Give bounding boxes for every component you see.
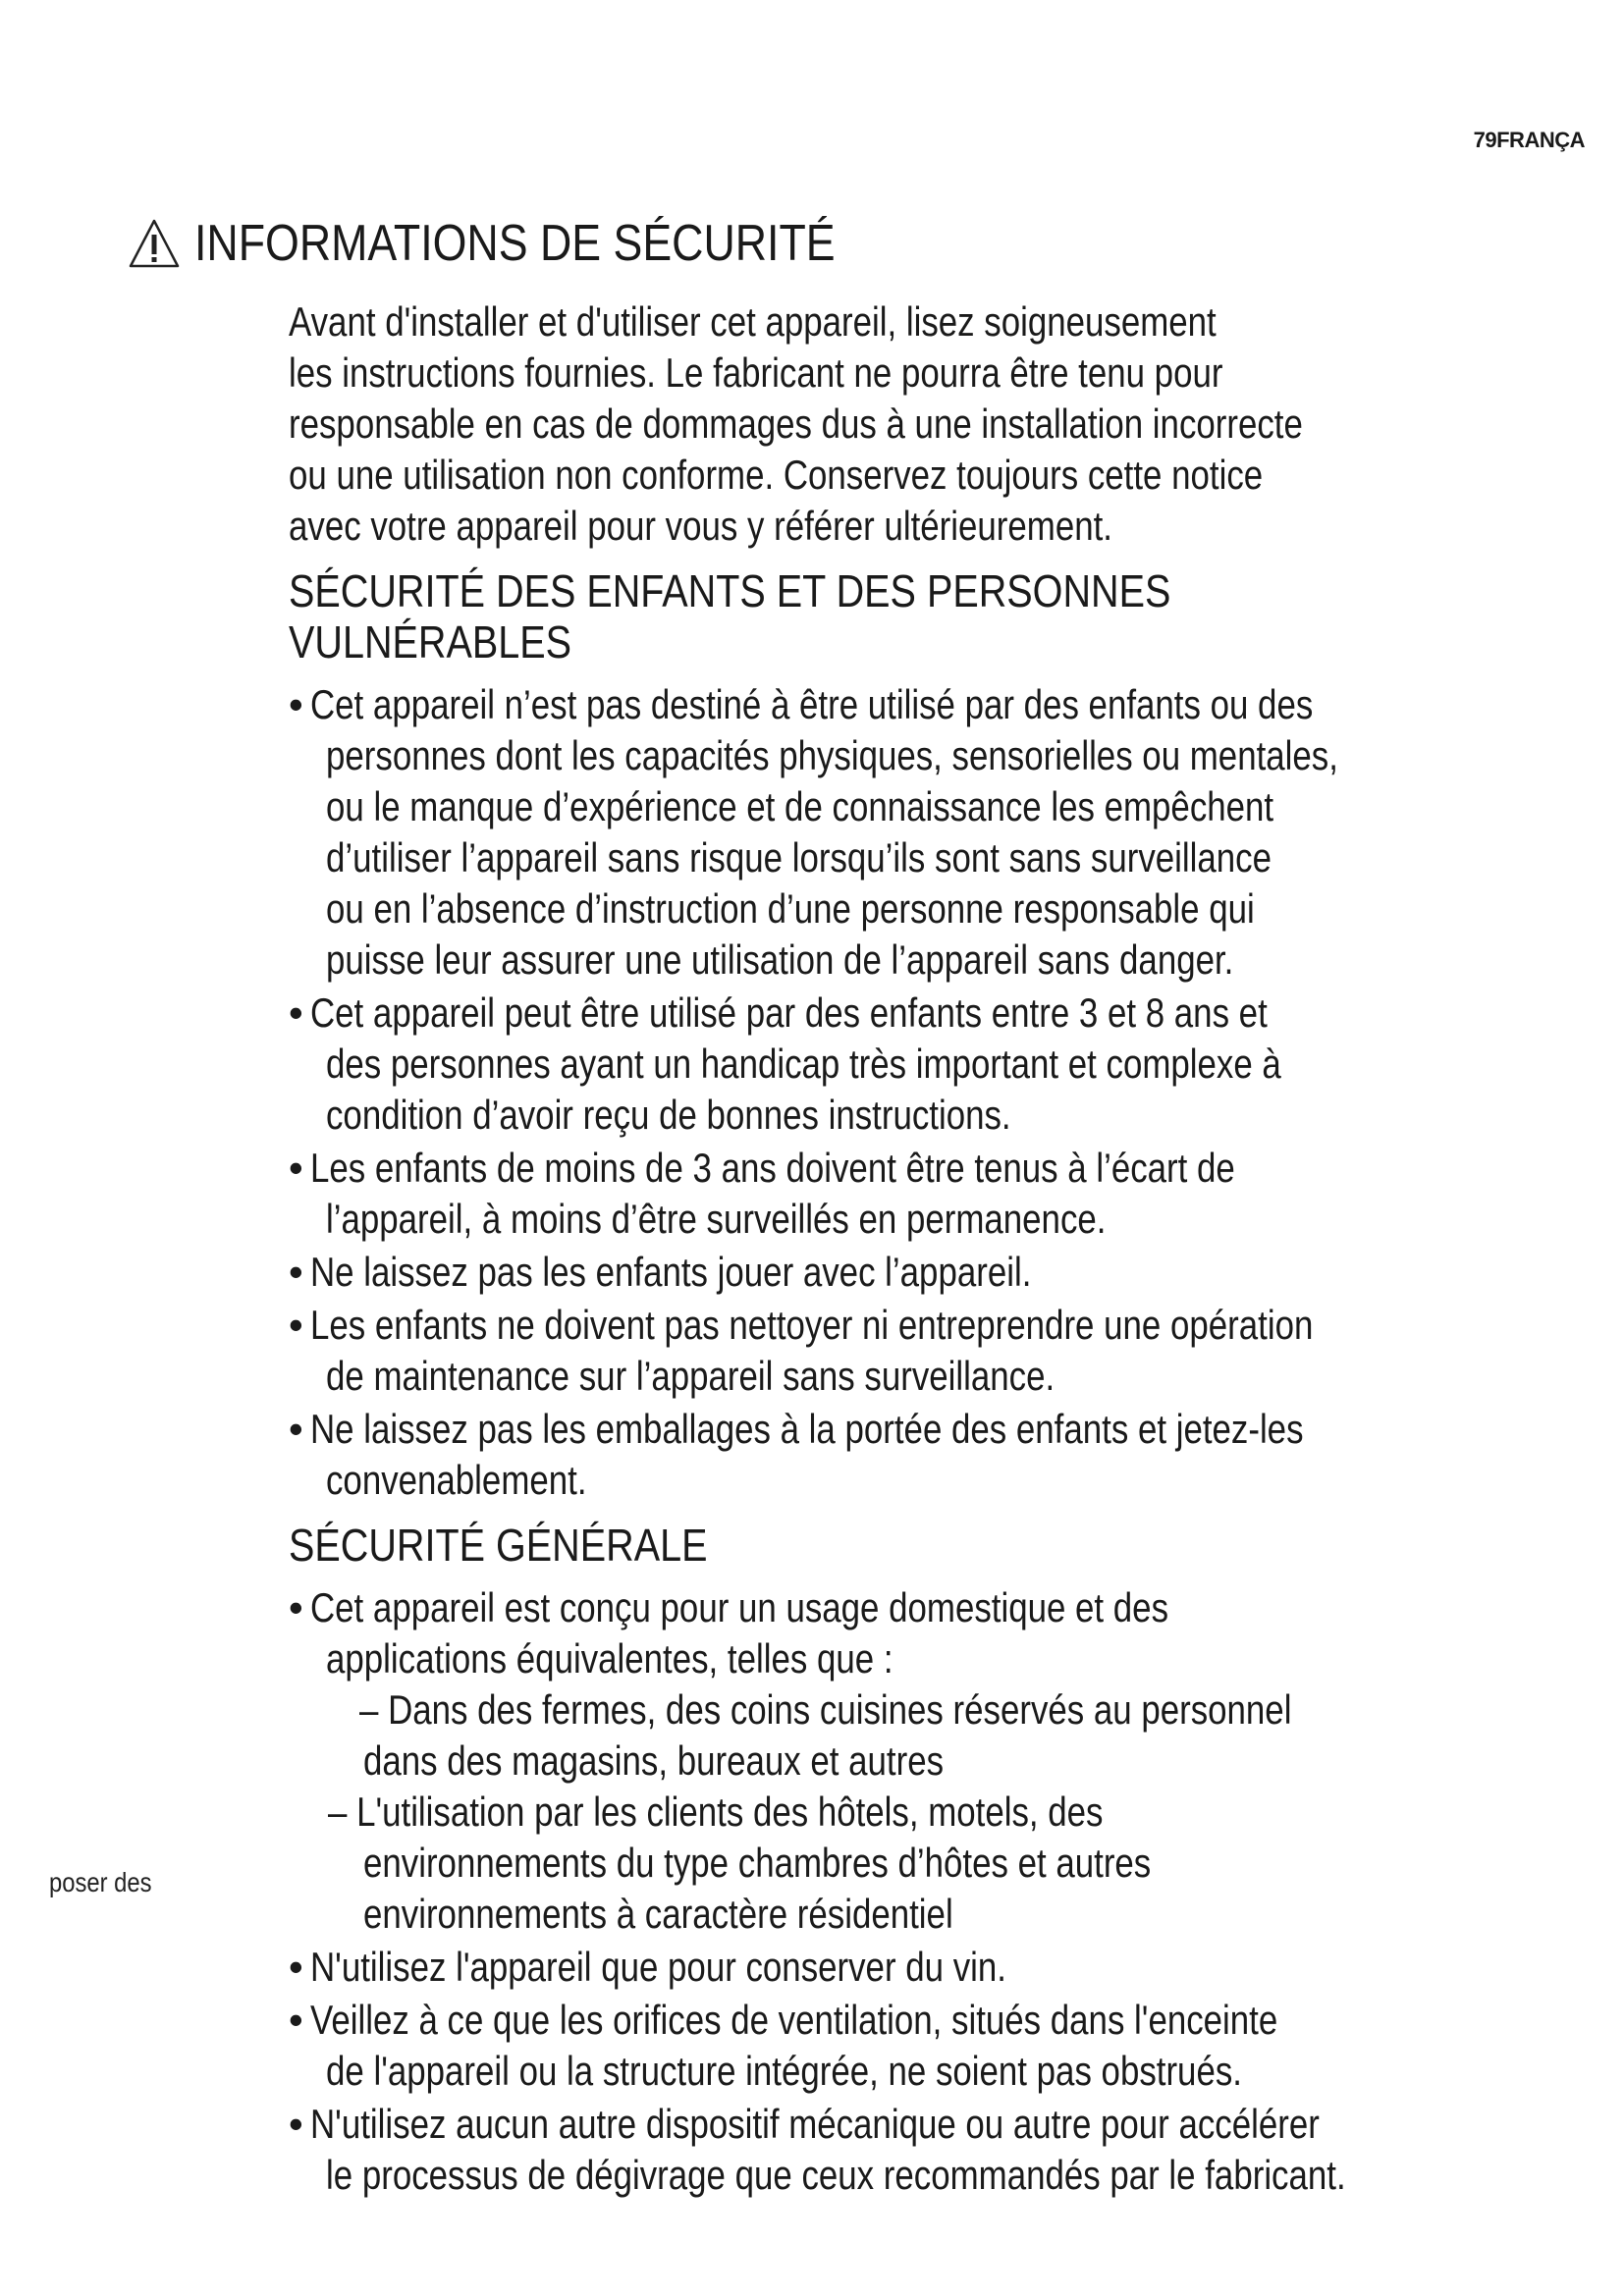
text-line	[289, 1404, 1565, 1455]
text-line	[289, 1300, 1565, 1351]
text-line	[289, 1582, 1565, 1633]
text-line	[289, 679, 1565, 730]
line-text: ou en l’absence d’instruction d’une personne responsable qui	[326, 885, 1255, 932]
text-line	[289, 1995, 1565, 2046]
text-line	[289, 2099, 1565, 2150]
line-text: environnements du type chambres d’hôtes et autres	[363, 1840, 1152, 1886]
bullet-item	[289, 1143, 1565, 1245]
document-body	[289, 283, 1565, 2201]
page-header: 79FRANÇA	[1473, 128, 1585, 152]
text-line	[289, 1194, 1565, 1245]
text-line	[289, 1787, 1565, 1838]
line-text: applications équivalentes, telles que :	[326, 1635, 893, 1682]
line-text: Cet appareil peut être utilisé par des enfants entre 3 et 8 ans et	[310, 989, 1268, 1036]
line-text: convenablement.	[326, 1457, 587, 1503]
line-text: SÉCURITÉ DES ENFANTS ET DES PERSONNES	[289, 565, 1171, 616]
line-text: Veillez à ce que les orifices de ventilation, situés dans l'enceinte	[310, 1997, 1278, 2043]
text-line	[289, 1633, 1565, 1684]
text-line	[289, 1520, 1565, 1571]
text-line	[289, 1039, 1565, 1090]
line-text: – L'utilisation par les clients des hôtels, motels, des	[328, 1789, 1104, 1835]
bullet-icon: •	[289, 1406, 303, 1452]
text-line	[289, 1351, 1565, 1402]
bullet-icon: •	[289, 1249, 303, 1295]
section-heading	[289, 565, 1565, 667]
line-text: N'utilisez l'appareil que pour conserver du vin.	[310, 1944, 1006, 1990]
text-line	[289, 1684, 1565, 1735]
bullet-icon: •	[289, 1584, 303, 1630]
section-title	[128, 214, 940, 273]
section-heading	[289, 1520, 1565, 1571]
line-text: l’appareil, à moins d’être surveillés en permanence.	[326, 1196, 1107, 1242]
line-text: dans des magasins, bureaux et autres	[363, 1737, 945, 1784]
text-line	[289, 934, 1565, 986]
bullet-icon: •	[289, 2101, 303, 2147]
text-line	[289, 2150, 1565, 2201]
line-text: environnements à caractère résidentiel	[363, 1891, 953, 1937]
line-text: Cet appareil est conçu pour un usage domestique et des	[310, 1584, 1169, 1630]
bullet-icon: •	[289, 1145, 303, 1191]
line-text: de maintenance sur l’appareil sans surveillance.	[326, 1353, 1056, 1399]
line-text: – Dans des fermes, des coins cuisines réservés au personnel	[359, 1686, 1292, 1733]
text-line	[289, 399, 1565, 450]
bullet-icon: •	[289, 989, 303, 1036]
text-line	[289, 2046, 1565, 2097]
text-line	[289, 730, 1565, 781]
line-text: d’utiliser l’appareil sans risque lorsqu’ils sont sans surveillance	[326, 834, 1272, 881]
line-text: Ne laissez pas les enfants jouer avec l’appareil.	[310, 1249, 1032, 1295]
text-line	[289, 1247, 1565, 1298]
bullet-item	[289, 1942, 1565, 1993]
text-line	[289, 781, 1565, 832]
line-text: Cet appareil n’est pas destiné à être utilisé par des enfants ou des	[310, 681, 1314, 727]
page-title: INFORMATIONS DE SÉCURITÉ	[194, 215, 836, 272]
bullet-item	[289, 1582, 1565, 1940]
line-text: ou une utilisation non conforme. Conservez toujours cette notice	[289, 452, 1264, 498]
intro-paragraph	[289, 296, 1565, 552]
line-text: VULNÉRABLES	[289, 616, 572, 667]
line-text: responsable en cas de dommages dus à une installation incorrecte	[289, 400, 1303, 447]
bullet-item	[289, 988, 1565, 1141]
line-text: Ne laissez pas les emballages à la portée des enfants et jetez-les	[310, 1406, 1304, 1452]
text-line	[289, 883, 1565, 934]
line-text: de l'appareil ou la structure intégrée, ne soient pas obstrués.	[326, 2048, 1242, 2094]
text-line	[289, 450, 1565, 501]
bullet-item	[289, 2099, 1565, 2201]
text-line	[289, 296, 1565, 347]
line-text: ou le manque d’expérience et de connaissance les empêchent	[326, 783, 1274, 829]
bullet-icon: •	[289, 1997, 303, 2043]
text-line	[289, 1143, 1565, 1194]
text-line	[289, 1838, 1565, 1889]
bullet-icon: •	[289, 681, 303, 727]
bullet-icon: •	[289, 1944, 303, 1990]
text-line	[289, 1942, 1565, 1993]
line-text: puisse leur assurer une utilisation de l’appareil sans danger.	[326, 936, 1234, 983]
line-text: les instructions fournies. Le fabricant ne pourra être tenu pour	[289, 349, 1223, 396]
text-line	[289, 501, 1565, 552]
line-text: Avant d'installer et d'utiliser cet appareil, lisez soigneusement	[289, 298, 1217, 345]
line-text: N'utilisez aucun autre dispositif mécanique ou autre pour accélérer	[310, 2101, 1320, 2147]
text-line	[289, 832, 1565, 883]
bullet-icon: •	[289, 1302, 303, 1348]
line-text: Les enfants de moins de 3 ans doivent être tenus à l’écart de	[310, 1145, 1235, 1191]
bullet-item	[289, 1404, 1565, 1506]
line-text: SÉCURITÉ GÉNÉRALE	[289, 1520, 708, 1571]
line-text: des personnes ayant un handicap très important et complexe à	[326, 1041, 1281, 1087]
bullet-item	[289, 1247, 1565, 1298]
text-line	[289, 1889, 1565, 1940]
bullet-item	[289, 679, 1565, 986]
text-line	[289, 1090, 1565, 1141]
margin-text-fragment: poser des	[49, 1867, 152, 1897]
line-text: personnes dont les capacités physiques, sensorielles ou mentales,	[326, 732, 1338, 778]
text-line	[289, 616, 1565, 667]
bullet-item	[289, 1995, 1565, 2097]
text-line	[289, 1735, 1565, 1787]
text-line	[289, 988, 1565, 1039]
text-line	[289, 347, 1565, 399]
bullet-item	[289, 1300, 1565, 1402]
line-text: le processus de dégivrage que ceux recommandés par le fabricant.	[326, 2152, 1346, 2198]
warning-triangle-icon	[128, 217, 181, 270]
line-text: Les enfants ne doivent pas nettoyer ni entreprendre une opération	[310, 1302, 1314, 1348]
line-text: avec votre appareil pour vous y référer ultérieurement.	[289, 503, 1113, 549]
line-text: condition d’avoir reçu de bonnes instructions.	[326, 1092, 1011, 1138]
text-line	[289, 565, 1565, 616]
text-line	[289, 1455, 1565, 1506]
